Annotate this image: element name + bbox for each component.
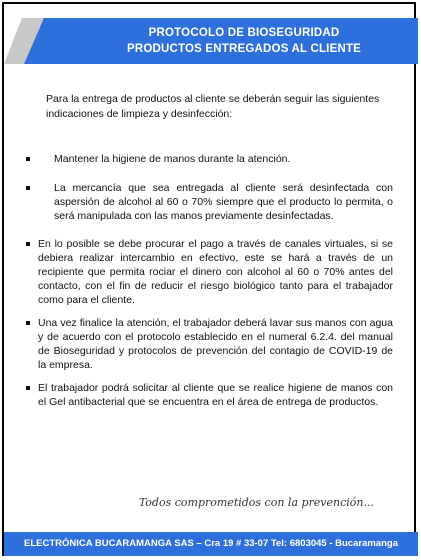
bullet-marker — [26, 242, 30, 246]
title-line-2: PRODUCTOS ENTREGADOS AL CLIENTE — [126, 43, 362, 55]
list-item — [26, 381, 393, 409]
list-item-text: Una vez finalice la atención, el trabajador deberá lavar sus manos con agua y de acuerdo con el protocolo establecido en el numeral 6.2.4. del manual de Bioseguridad y protocolos de prevención del contagio de COVID-19 de la empresa. — [38, 317, 393, 371]
footer-bar: ELECTRÓNICA BUCARAMANGA SAS – Cra 19 # 33-07 Tel: 6803045 - Bucaramanga — [4, 532, 418, 556]
bullet-marker — [26, 386, 30, 390]
title-line-1: PROTOCOLO DE BIOSEGURIDAD — [148, 27, 340, 39]
list-item — [26, 152, 393, 166]
bullet-marker — [26, 157, 30, 161]
bullet-marker — [26, 186, 30, 190]
list-item-text: En lo posible se debe procurar el pago a través de canales virtuales, si se debiera realizar intercambio en efectivo, este se hará a través de un recipiente que permita rociar el dinero con alcohol al 60 o 70% antes del contacto, con el fin de reducir el riesgo biológico tanto para el trabajador como para el cliente. — [38, 238, 393, 306]
header-banner — [4, 18, 418, 64]
list-item-text: El trabajador podrá solicitar al cliente que se realice higiene de manos con el Gel antibacterial que se encuentra en el área de entrega de productos. — [38, 382, 393, 408]
bullet-marker — [26, 321, 30, 325]
document-title — [124, 25, 364, 57]
document-page — [2, 2, 416, 556]
list-item — [26, 237, 393, 307]
slogan: Todos comprometidos con la prevención... — [138, 496, 374, 509]
intro-paragraph: Para la entrega de productos al cliente se deberán seguir las siguientes indicaciones de limpieza y desinfección: — [46, 93, 380, 120]
list-item — [26, 181, 393, 223]
list-item-text: Mantener la higiene de manos durante la atención. — [54, 153, 291, 165]
list-item-text: La mercancía que sea entregada al cliente será desinfectada con aspersión de alcohol al 60 o 70% siempre que el producto lo permita, o será manipulada con las manos previamente desinfectadas. — [54, 182, 393, 222]
list-item — [26, 316, 393, 372]
